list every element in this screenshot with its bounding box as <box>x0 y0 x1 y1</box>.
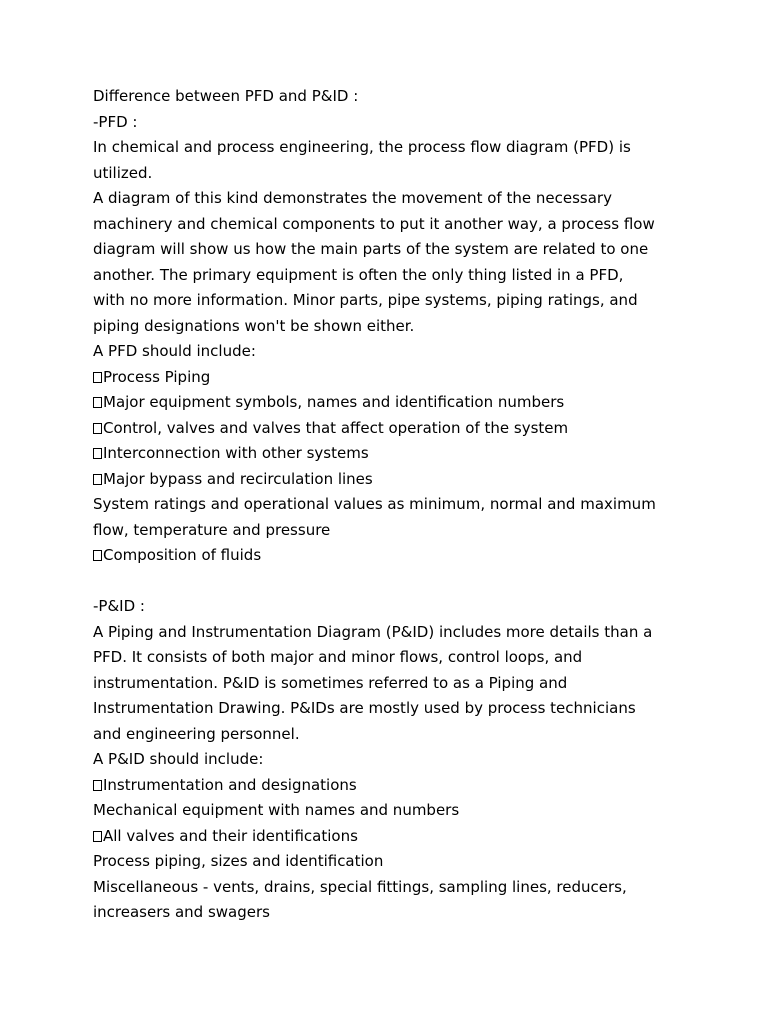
document-heading: Difference between PFD and P&ID : <box>93 87 359 105</box>
list-item-text: Control, valves and valves that affect operation of the system <box>103 418 569 437</box>
pid-description-line: instrumentation. P&ID is sometimes referred to as a Piping and <box>93 673 568 692</box>
missing-glyph-bullet-icon <box>93 423 102 434</box>
list-item <box>93 773 693 799</box>
list-item-text-line: Miscellaneous - vents, drains, special fittings, sampling lines, reducers, <box>93 877 627 896</box>
pfd-description-line: machinery and chemical components to put it another way, a process flow <box>93 214 655 233</box>
list-item <box>93 543 693 569</box>
pfd-section-label: -PFD : <box>93 112 138 131</box>
pid-include-heading: A P&ID should include: <box>93 750 264 768</box>
list-item-text-line: increasers and swagers <box>93 903 270 921</box>
pfd-description-line: another. The primary equipment is often the only thing listed in a PFD, <box>93 265 624 284</box>
list-item-text: Instrumentation and designations <box>103 775 357 794</box>
list-item-text: Major equipment symbols, names and identification numbers <box>103 393 565 411</box>
missing-glyph-bullet-icon <box>93 372 102 383</box>
pfd-description-line: A diagram of this kind demonstrates the movement of the necessary <box>93 189 612 207</box>
pfd-description-line: utilized. <box>93 163 153 182</box>
list-item-text-line: System ratings and operational values as minimum, normal and maximum <box>93 495 656 513</box>
list-item-text-line: Process piping, sizes and identification <box>93 852 384 870</box>
pfd-description-line: with no more information. Minor parts, pipe systems, piping ratings, and <box>93 291 638 309</box>
missing-glyph-bullet-icon <box>93 397 102 408</box>
pid-include-list <box>93 773 693 926</box>
missing-glyph-bullet-icon <box>93 448 102 459</box>
pid-description-line: A Piping and Instrumentation Diagram (P&ID) includes more details than a <box>93 622 653 641</box>
list-item-text-line: Mechanical equipment with names and numbers <box>93 801 460 819</box>
missing-glyph-bullet-icon <box>93 780 102 791</box>
missing-glyph-bullet-icon <box>93 550 102 561</box>
list-item-text: Composition of fluids <box>103 546 262 564</box>
missing-glyph-bullet-icon <box>93 831 102 842</box>
list-item <box>93 416 693 442</box>
pfd-include-heading: A PFD should include: <box>93 342 256 360</box>
document-body <box>93 84 693 926</box>
pfd-description-line: piping designations won't be shown either. <box>93 316 415 335</box>
list-item <box>93 824 693 850</box>
list-item <box>93 365 693 391</box>
paragraph-spacer <box>93 569 693 595</box>
pid-description <box>93 620 693 748</box>
list-item <box>93 441 693 467</box>
pfd-description <box>93 135 693 339</box>
pfd-description-line: In chemical and process engineering, the process flow diagram (PFD) is <box>93 138 631 156</box>
list-item-text: Major bypass and recirculation lines <box>103 469 373 488</box>
pid-description-line: PFD. It consists of both major and minor flows, control loops, and <box>93 648 583 666</box>
pfd-description-line: diagram will show us how the main parts of the system are related to one <box>93 240 649 258</box>
missing-glyph-bullet-icon <box>93 474 102 485</box>
pfd-include-list <box>93 365 693 569</box>
list-item-text: All valves and their identifications <box>103 826 358 845</box>
pid-description-line: Instrumentation Drawing. P&IDs are mostly used by process technicians <box>93 699 636 717</box>
list-item <box>93 390 693 416</box>
list-item-text: Interconnection with other systems <box>103 444 369 462</box>
list-item <box>93 467 693 493</box>
list-item-text-line: flow, temperature and pressure <box>93 520 331 539</box>
list-item-text: Process Piping <box>103 367 211 386</box>
pid-section-label: -P&ID : <box>93 597 145 615</box>
pid-description-line: and engineering personnel. <box>93 724 300 743</box>
